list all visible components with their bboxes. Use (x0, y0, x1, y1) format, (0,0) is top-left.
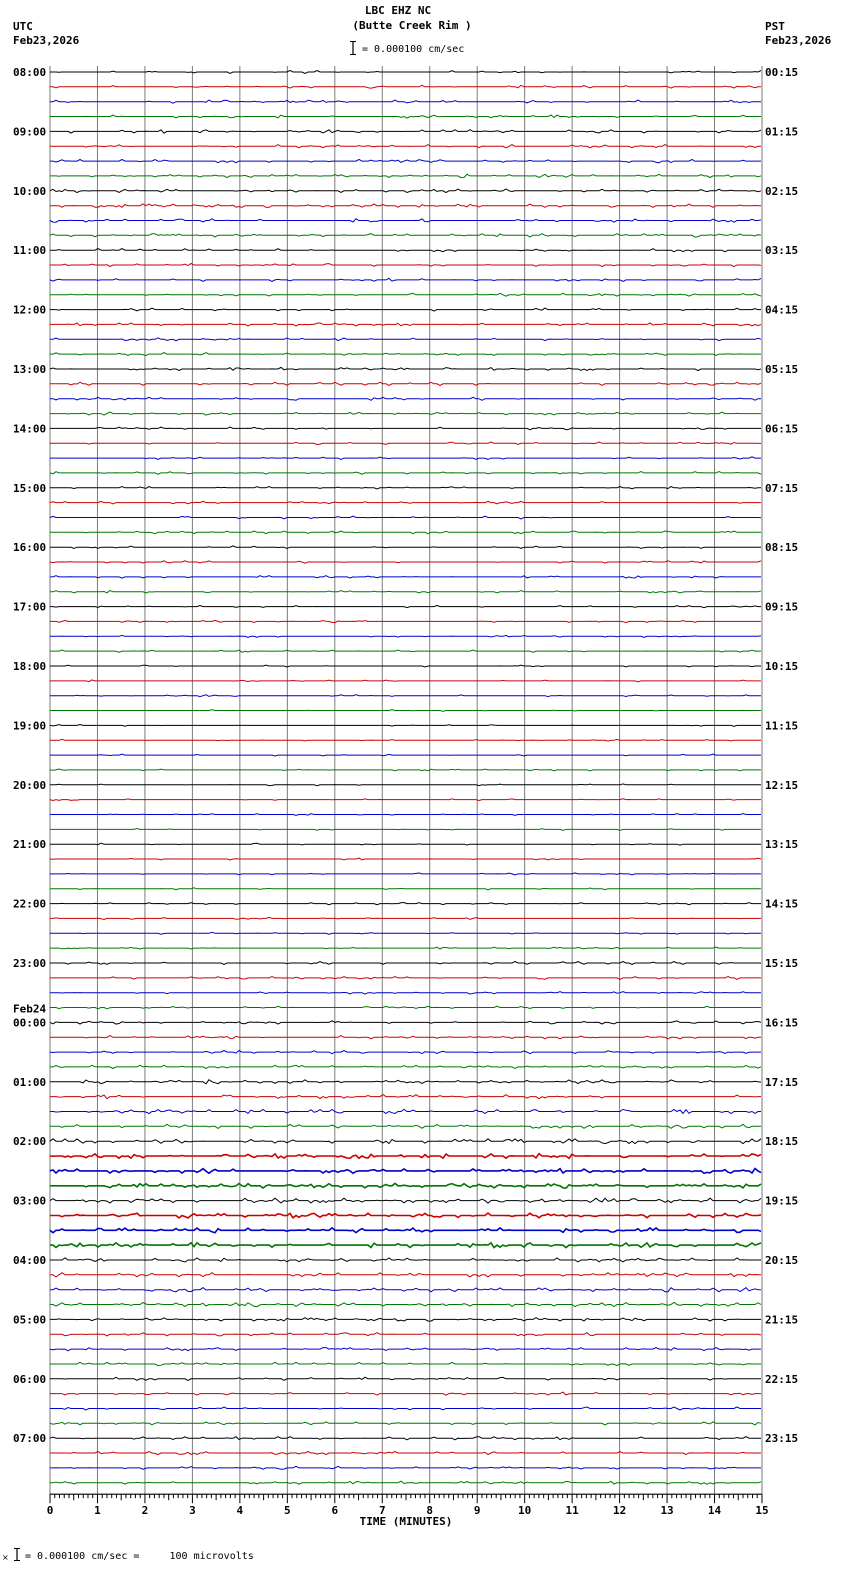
seismic-trace (50, 353, 761, 356)
pst-hour-label: 20:15 (765, 1254, 799, 1267)
x-tick-label: 6 (331, 1504, 339, 1518)
seismic-trace (50, 1481, 761, 1484)
pst-hour-label: 15:15 (765, 957, 799, 970)
x-tick-label: 4 (236, 1504, 244, 1518)
seismic-trace (50, 234, 761, 238)
seismic-trace (50, 338, 761, 341)
seismic-trace (50, 1422, 761, 1425)
seismic-trace (50, 1302, 761, 1306)
seismic-trace (50, 1006, 761, 1009)
seismic-trace (50, 1258, 761, 1262)
seismic-trace (50, 1377, 761, 1380)
seismic-trace (50, 189, 761, 193)
seismic-trace (50, 695, 761, 697)
utc-hour-label: 00:00 (13, 1016, 47, 1030)
seismic-trace (50, 591, 761, 594)
seismic-trace (50, 174, 761, 177)
seismic-trace (50, 605, 761, 607)
seismic-trace (50, 1407, 761, 1410)
svg-text:×: × (2, 1553, 9, 1562)
pst-hour-label: 11:15 (765, 719, 799, 733)
utc-hour-label: 19:00 (13, 719, 47, 733)
seismic-trace (50, 1154, 761, 1159)
seismic-trace (50, 1183, 761, 1188)
pst-hour-label: 16:15 (765, 1016, 799, 1030)
seismic-trace (50, 130, 761, 133)
utc-hour-label: 23:00 (13, 957, 47, 970)
seismic-trace (50, 1051, 761, 1054)
x-tick-label: 14 (707, 1504, 722, 1518)
seismic-trace (50, 115, 761, 118)
utc-hour-label: 14:00 (13, 422, 47, 436)
seismic-trace (50, 1169, 761, 1174)
left-date: Feb23,2026 (13, 34, 80, 47)
seismic-trace (50, 962, 761, 965)
utc-hour-label: 18:00 (13, 660, 47, 673)
seismic-trace (50, 917, 761, 919)
seismic-trace (50, 323, 761, 326)
seismic-trace (50, 665, 761, 667)
seismic-trace (50, 754, 761, 756)
seismic-trace (50, 576, 761, 578)
pst-hour-label: 06:15 (765, 422, 799, 436)
utc-hour-label: 05:00 (13, 1313, 47, 1327)
seismic-trace (50, 932, 761, 934)
x-tick-label: 2 (141, 1504, 149, 1518)
pst-hour-label: 02:15 (765, 184, 799, 198)
seismic-trace (50, 1021, 761, 1024)
seismic-trace (50, 1124, 761, 1128)
x-tick-label: 15 (755, 1504, 769, 1518)
seismic-trace (50, 442, 761, 445)
right-date: Feb23,2026 (765, 34, 832, 47)
seismic-trace (50, 278, 761, 281)
seismic-trace (50, 1213, 761, 1218)
seismic-trace (50, 249, 761, 252)
x-tick-label: 8 (426, 1504, 434, 1518)
pst-hour-label: 13:15 (765, 838, 799, 852)
seismic-trace (50, 1288, 761, 1292)
seismic-trace (50, 382, 761, 385)
seismic-trace (50, 427, 761, 430)
x-tick-label: 1 (94, 1504, 101, 1518)
seismic-trace (50, 725, 761, 727)
seismic-trace (50, 1362, 761, 1365)
seismic-trace (50, 70, 761, 73)
pst-hour-label: 17:15 (765, 1075, 799, 1089)
seismic-trace (50, 650, 761, 652)
seismic-trace (50, 1318, 761, 1321)
utc-hour-label: 11:00 (13, 244, 47, 258)
seismic-trace (50, 561, 761, 563)
utc-hour-label: 17:00 (13, 600, 47, 614)
pst-hour-label: 03:15 (765, 244, 799, 258)
seismic-trace (50, 947, 761, 949)
utc-hour-label: 15:00 (13, 481, 47, 495)
seismic-trace (50, 397, 761, 400)
utc-hour-label: 13:00 (13, 363, 47, 376)
utc-hour-label: 04:00 (13, 1254, 47, 1267)
seismic-trace (50, 1452, 761, 1455)
seismic-trace (50, 501, 761, 504)
seismic-trace (50, 710, 761, 712)
utc-hour-label: 12:00 (13, 303, 47, 317)
seismic-trace (50, 888, 761, 890)
pst-hour-label: 08:15 (765, 541, 799, 555)
seismic-trace (50, 531, 761, 534)
utc-hour-label: 08:00 (13, 66, 47, 79)
seismic-trace (50, 516, 761, 519)
utc-hour-label: 21:00 (13, 838, 47, 852)
seismic-trace (50, 1198, 761, 1203)
seismic-trace (50, 100, 761, 103)
calibration-note: = 0.000100 cm/sec = 100 microvolts (25, 1551, 254, 1562)
x-tick-label: 5 (284, 1504, 291, 1518)
seismic-trace (50, 1036, 761, 1039)
utc-hour-label: 01:00 (13, 1075, 47, 1089)
seismic-trace (50, 1466, 761, 1469)
x-tick-label: 10 (518, 1504, 532, 1518)
seismic-trace (50, 620, 761, 622)
seismic-trace (50, 204, 761, 208)
pst-hour-label: 00:15 (765, 66, 799, 79)
seismic-trace (50, 784, 761, 786)
seismic-trace (50, 472, 761, 475)
x-tick-label: 9 (473, 1504, 481, 1518)
calibration-icon (2, 1546, 22, 1562)
pst-hour-label: 05:15 (765, 363, 799, 376)
pst-hour-label: 09:15 (765, 600, 799, 614)
right-timezone: PST (765, 20, 785, 33)
seismic-trace (50, 159, 761, 162)
seismic-trace (50, 1139, 761, 1144)
utc-hour-label: 03:00 (13, 1194, 47, 1208)
seismic-trace (50, 219, 761, 222)
seismic-trace (50, 1080, 761, 1084)
seismic-trace (50, 85, 761, 88)
location-title: (Butte Creek Rim ) (352, 19, 472, 32)
seismic-trace (50, 457, 761, 460)
pst-hour-label: 22:15 (765, 1372, 799, 1386)
left-timezone: UTC (13, 20, 33, 33)
seismic-trace (50, 487, 761, 490)
utc-hour-label: 06:00 (13, 1372, 47, 1386)
seismic-trace (50, 829, 761, 831)
seismic-trace (50, 769, 761, 771)
seismic-trace (50, 367, 761, 370)
station-title: LBC EHZ NC (364, 4, 432, 17)
pst-hour-label: 21:15 (765, 1313, 799, 1327)
utc-hour-label: 22:00 (13, 897, 47, 911)
seismic-trace (50, 799, 761, 801)
scale-label: = 0.000100 cm/sec (362, 44, 465, 55)
seismic-trace (50, 1273, 761, 1277)
pst-hour-label: 19:15 (765, 1194, 799, 1208)
seismic-trace (50, 843, 761, 845)
seismic-trace (50, 546, 761, 549)
seismic-trace (50, 293, 761, 296)
utc-hour-label: 20:00 (13, 778, 47, 792)
seismic-trace (50, 873, 761, 875)
seismic-trace (50, 992, 761, 994)
seismic-trace (50, 145, 761, 148)
pst-hour-label: 23:15 (765, 1432, 799, 1446)
pst-hour-label: 14:15 (765, 897, 799, 911)
utc-hour-label: 10:00 (13, 184, 47, 198)
x-tick-label: 3 (189, 1504, 196, 1518)
seismic-trace (50, 412, 761, 415)
x-axis-title: TIME (MINUTES) (359, 1515, 453, 1529)
utc-hour-label: 09:00 (13, 125, 47, 139)
x-tick-label: 7 (378, 1504, 386, 1518)
utc-hour-label: 16:00 (13, 541, 47, 555)
seismic-trace (50, 1109, 761, 1113)
seismic-trace (50, 977, 761, 980)
seismic-trace (50, 635, 761, 637)
seismic-trace (50, 1392, 761, 1395)
pst-hour-label: 07:15 (765, 481, 799, 495)
x-tick-label: 13 (660, 1504, 674, 1518)
seismic-trace (50, 858, 761, 860)
seismic-trace (50, 1095, 761, 1099)
seismic-trace (50, 1243, 761, 1248)
seismic-trace (50, 1437, 761, 1440)
utc-hour-label: 02:00 (13, 1135, 47, 1149)
seismic-trace (50, 264, 761, 267)
seismic-trace (50, 1348, 761, 1351)
pst-hour-label: 04:15 (765, 303, 799, 317)
seismic-trace (50, 739, 761, 741)
seismic-trace (50, 680, 761, 682)
date-change-label: Feb24 (13, 1002, 47, 1016)
seismic-trace (50, 1065, 761, 1068)
seismic-trace (50, 903, 761, 905)
pst-hour-label: 10:15 (765, 660, 799, 673)
pst-hour-label: 12:15 (765, 778, 799, 792)
utc-hour-label: 07:00 (13, 1432, 47, 1446)
seismic-trace (50, 814, 761, 816)
x-tick-label: 0 (46, 1504, 54, 1518)
pst-hour-label: 18:15 (765, 1135, 799, 1149)
x-tick-label: 12 (612, 1504, 627, 1518)
seismic-trace (50, 308, 761, 311)
seismic-trace (50, 1228, 761, 1233)
x-tick-label: 11 (565, 1504, 579, 1518)
seismic-trace (50, 1333, 761, 1336)
pst-hour-label: 01:15 (765, 125, 799, 139)
